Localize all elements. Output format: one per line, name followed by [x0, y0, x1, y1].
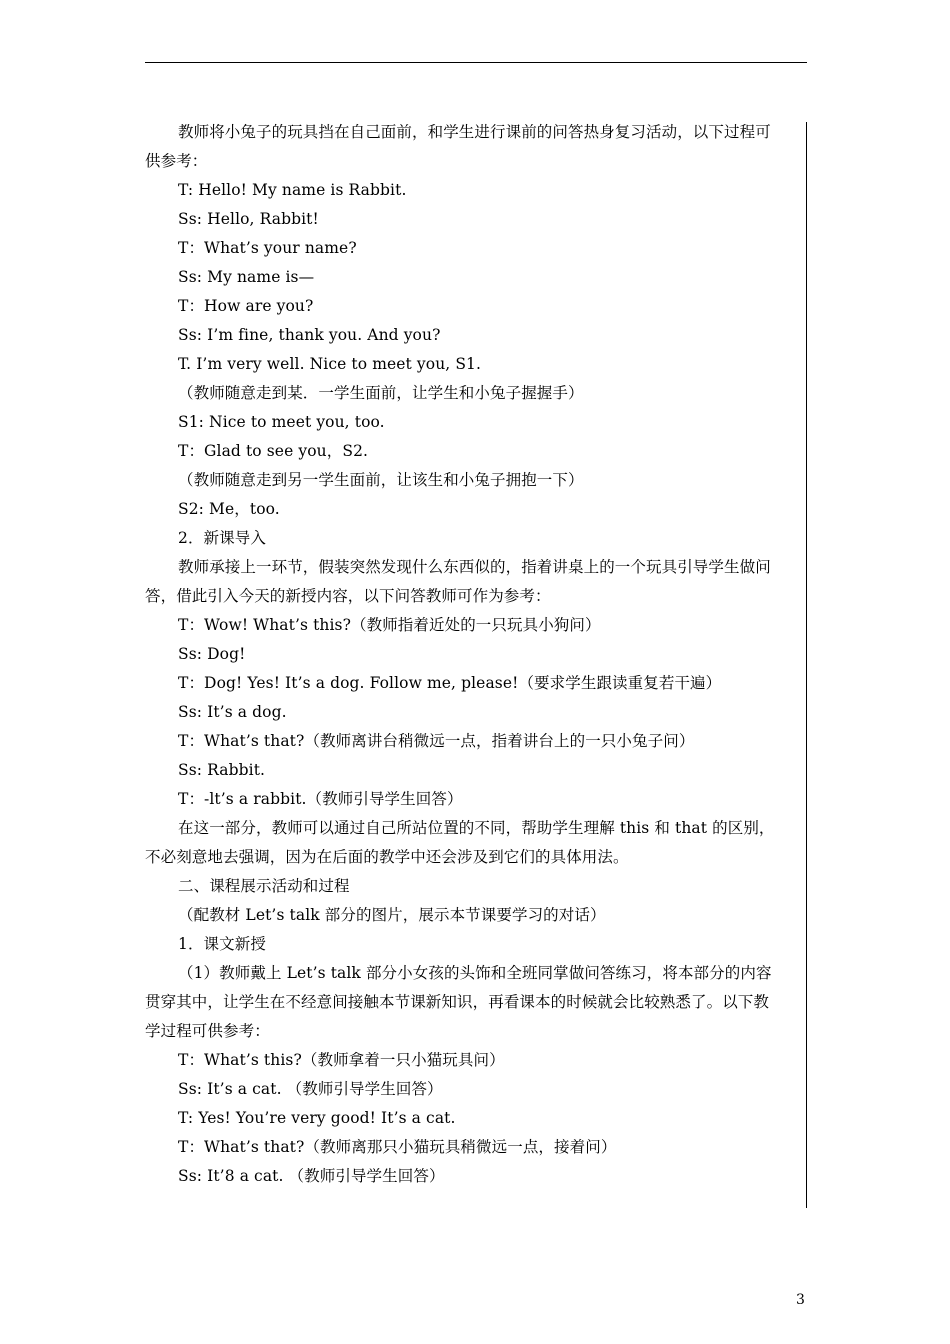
text-line: S2: Me，too. [178, 500, 280, 518]
text-line: T：What’s that?（教师离讲台稍微远一点，指着讲台上的一只小兔子问） [178, 732, 695, 750]
page-number: 3 [796, 1292, 805, 1308]
text-line: （教师随意走到另一学生面前，让该生和小兔子拥抱一下） [178, 471, 584, 489]
text-line: （教师随意走到某．一学生面前，让学生和小兔子握握手） [178, 384, 584, 402]
text-line: 供参考： [145, 152, 208, 170]
right-margin-rule [806, 122, 807, 1208]
text-line: Ss: It’s a dog. [178, 703, 287, 721]
text-line: T: Yes! You’re very good! It’s a cat. [178, 1109, 456, 1127]
text-line: Ss: Dog! [178, 645, 246, 663]
text-line: Ss: I’m fine, thank you. And you? [178, 326, 441, 344]
text-line: Ss: My name is— [178, 268, 315, 286]
text-line: 1．课文新授 [178, 935, 266, 953]
text-line: T. I’m very well. Nice to meet you, S1. [178, 355, 482, 373]
text-line: 二、课程展示活动和过程 [178, 877, 350, 895]
text-line: Ss: It’s a cat. （教师引导学生回答） [178, 1080, 443, 1098]
text-line: 学过程可供参考： [145, 1022, 270, 1040]
text-line: T：Glad to see you，S2. [178, 442, 369, 460]
text-line: 2．新课导入 [178, 529, 266, 547]
text-line: 贯穿其中，让学生在不经意间接触本节课新知识，再看课本的时候就会比较熟悉了。以下教 [145, 993, 770, 1011]
text-line: T：-lt’s a rabbit.（教师引导学生回答） [178, 790, 463, 808]
text-line: 教师承接上一环节，假装突然发现什么东西似的，指着讲桌上的一个玩具引导学生做问 [178, 558, 771, 576]
text-line: T：Dog! Yes! It’s a dog. Follow me, please!（要求学生跟读重复若干遍） [178, 674, 722, 692]
document-body [145, 118, 805, 1191]
text-line: 教师将小兔子的玩具挡在自己面前，和学生进行课前的问答热身复习活动，以下过程可 [178, 123, 771, 141]
text-line: T: Hello! My name is Rabbit. [178, 181, 407, 199]
header-rule [145, 62, 807, 63]
text-line: S1: Nice to meet you, too. [178, 413, 385, 431]
text-line: T：How are you? [178, 297, 314, 315]
text-line: Ss: Hello, Rabbit! [178, 210, 319, 228]
text-line: 在这一部分，教师可以通过自己所站位置的不同，帮助学生理解 this 和 that 的区别， [178, 819, 775, 837]
text-line: Ss: Rabbit. [178, 761, 266, 779]
text-line: T：What’s this?（教师拿着一只小猫玩具问） [178, 1051, 505, 1069]
text-line: 不必刻意地去强调，因为在后面的教学中还会涉及到它们的具体用法。 [145, 848, 629, 866]
text-line: Ss: It’8 a cat. （教师引导学生回答） [178, 1167, 445, 1185]
text-line: T：What’s your name? [178, 239, 357, 257]
text-line: T：Wow! What’s this?（教师指着近处的一只玩具小狗问） [178, 616, 601, 634]
text-line: （配教材 Let’s talk 部分的图片，展示本节课要学习的对话） [178, 906, 606, 924]
text-line: T：What’s that?（教师离那只小猫玩具稍微远一点，接着问） [178, 1138, 617, 1156]
text-line: （1）教师戴上 Let’s talk 部分小女孩的头饰和全班同掌做问答练习，将本部分的内容 [178, 964, 772, 982]
text-line: 答，借此引入今天的新授内容，以下问答教师可作为参考： [145, 587, 551, 605]
